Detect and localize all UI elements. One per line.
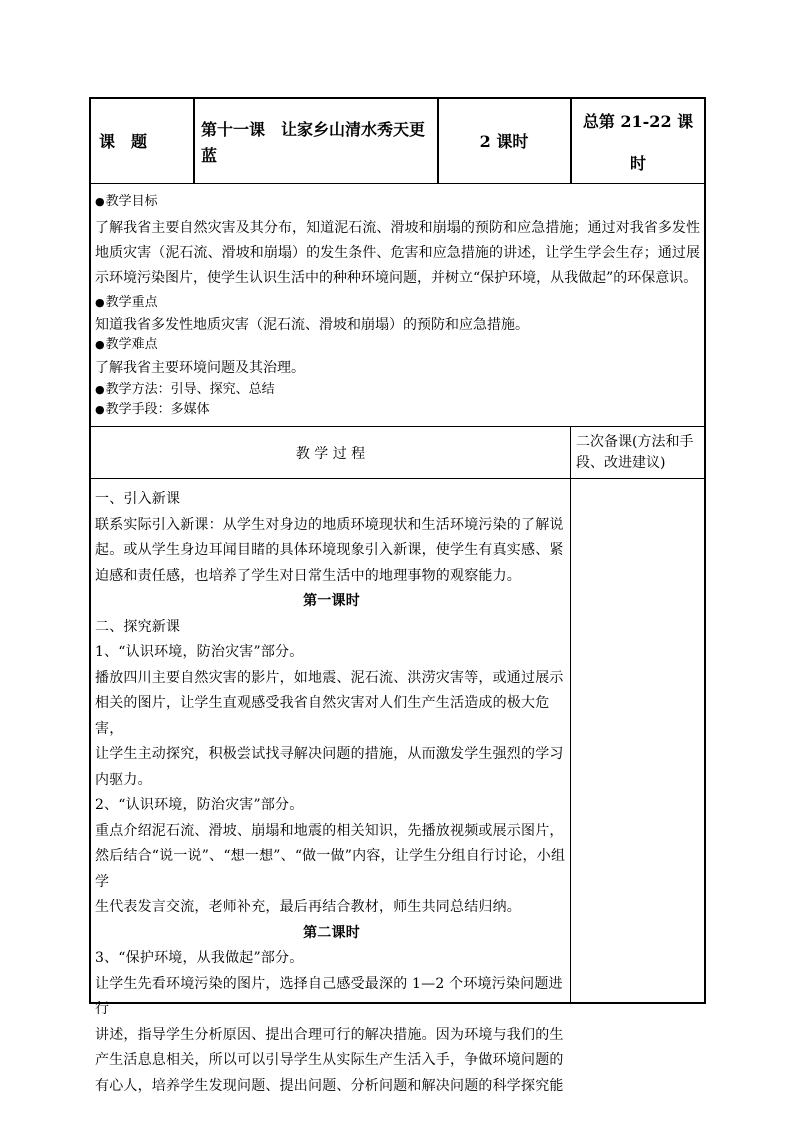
revision-notes-heading: 二次备课(方法和手段、改进建议) xyxy=(576,434,694,471)
process-line: 重点介绍泥石流、滑坡、崩塌和地震的相关知识，先播放视频或展示图片， xyxy=(95,822,564,839)
process-line: 相关的图片，让学生直观感受我省自然灾害对人们生产生活造成的极大危害， xyxy=(95,695,550,737)
total-lessons: 总第 21-22 课 xyxy=(582,112,694,131)
process-line: 生代表发言交流，老师补充，最后再结合教材，师生共同总结归纳。 xyxy=(95,899,521,915)
first-session-heading: 第一课时 xyxy=(303,593,360,609)
difficulty-heading: ● 教学难点 xyxy=(95,334,695,355)
second-session-heading: 第二课时 xyxy=(303,924,360,941)
difficulty-text: 了解我省主要环境问题及其治理。 xyxy=(95,360,305,376)
objectives-bottom-rule xyxy=(91,426,704,427)
process-heading: 教 学 过 程 xyxy=(295,446,366,462)
process-line: 让学生主动探究，积极尝试找寻解决问题的措施，从而激发学生强烈的学习 xyxy=(95,746,564,762)
process-line: 播放四川主要自然灾害的影片，如地震、泥石流、洪涝灾害等，或通过展示 xyxy=(95,669,564,686)
process-line: 然后结合“说一说”、“想一想”、“做一做”内容，让学生分组自行讨论，小组学 xyxy=(95,848,566,890)
key-text: 知道我省多发性地质灾害（泥石流、滑坡和崩塌）的预防和应急措施。 xyxy=(95,317,529,333)
goal-text: 了解我省主要自然灾害及其分布，知道泥石流、滑坡和崩塌的预防和应急措施；通过对我省多发性地质灾害（泥石流、滑坡和崩塌）的发生条件、危害和应急措施的讲述，让学生学会生存；通过展示环境污染图片，使学生认识生活中的种种环境问题，并树立“保护环境，从我做起”的环保意识。 xyxy=(95,220,700,286)
process-line: 让学生先看环境污染的图片，选择自己感受最深的 1—2 个环境污染问题进行 xyxy=(95,975,563,1017)
process-line: 迫感和责任感，也培养了学生对日常生活中的地理事物的观察能力。 xyxy=(95,567,521,584)
lesson-plan-table xyxy=(89,97,706,1094)
process-line: 讲述，指导学生分析原因、提出合理可行的解决措施。因为环境与我们的生 xyxy=(95,1026,564,1043)
process-line: 1、“认识环境，防治灾害”部分。 xyxy=(95,644,304,660)
process-line: 一、引入新课 xyxy=(95,491,181,507)
process-body xyxy=(95,487,568,1099)
subject-label: 课 题 xyxy=(99,132,148,151)
process-header-bottom-rule xyxy=(91,478,704,479)
process-line: 3、“保护环境，从我做起”部分。 xyxy=(95,950,304,966)
process-side-divider xyxy=(570,426,571,1002)
teaching-means: ● 教学手段：多媒体 xyxy=(95,399,695,420)
process-line: 起。或从学生身边耳闻目睹的具体环境现象引入新课，使学生有真实感、紧 xyxy=(95,542,564,558)
process-line: 二、探究新课 xyxy=(95,618,181,635)
process-line: 产生活息息相关，所以可以引导学生从实际生产生活入手，争做环境问题的 xyxy=(95,1052,564,1068)
process-line: 内驱力。 xyxy=(95,771,152,788)
process-line: 2、“认识环境，防治灾害”部分。 xyxy=(95,797,304,813)
key-heading: ● 教学重点 xyxy=(95,292,695,313)
teaching-method: ● 教学方法：引导、探究、总结 xyxy=(95,379,695,400)
process-line: 有心人，培养学生发现问题、提出问题、分析问题和解决问题的科学探究能 xyxy=(95,1077,564,1094)
class-hours: 2 课时 xyxy=(479,132,529,151)
total-lessons-suffix: 时 xyxy=(629,154,646,173)
header-bottom-rule xyxy=(91,183,704,184)
lesson-title: 第十一课 让家乡山清水秀天更蓝 xyxy=(201,120,426,165)
header-divider-3 xyxy=(570,99,572,183)
header-divider-1 xyxy=(193,99,195,183)
process-line: 联系实际引入新课：从学生对身边的地质环境现状和生活环境污染的了解说 xyxy=(95,516,564,533)
goal-heading: ● 教学目标 xyxy=(95,191,695,212)
header-divider-2 xyxy=(437,99,439,183)
